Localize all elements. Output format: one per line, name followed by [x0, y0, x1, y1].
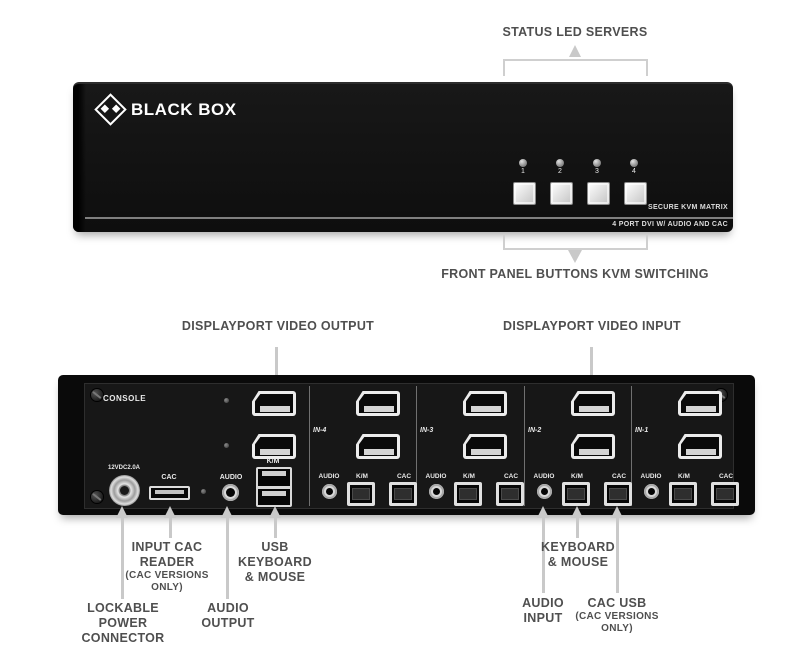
callout-input-cac-reader [107, 540, 227, 594]
callout-line: & MOUSE [547, 555, 609, 569]
bracket-status-leds [503, 59, 648, 76]
front-panel-device [73, 82, 733, 232]
blackbox-diamond-icon [94, 93, 127, 126]
km-label: K/M [678, 473, 690, 480]
callout-line: OUTPUT [201, 616, 255, 630]
channel-button-4 [624, 182, 647, 205]
screw [91, 389, 103, 401]
screw [91, 491, 103, 503]
callout-note: (CAC VERSIONS [125, 570, 209, 581]
displayport-input-connector [463, 434, 507, 459]
audio-input-jack [537, 484, 552, 499]
pointer-down-front-buttons [568, 250, 582, 263]
audio-input-jack [322, 484, 337, 499]
rear-panel-device [58, 375, 755, 515]
callout-note: ONLY) [601, 623, 633, 634]
blackbox-logo [99, 98, 237, 121]
console-cac-label: CAC [161, 474, 177, 481]
callout-line: AUDIO [207, 601, 249, 615]
callout-cac-usb [567, 596, 667, 635]
km-usb-b-port [562, 482, 590, 506]
callout-line: AUDIO [522, 596, 564, 610]
input-label: IN-3 [420, 427, 434, 434]
input-section-3 [417, 384, 523, 508]
cac-label: CAC [396, 473, 412, 480]
cac-label: CAC [503, 473, 519, 480]
channel-number-2: 2 [558, 168, 562, 175]
audio-label: AUDIO [640, 473, 662, 480]
callout-line: LOCKABLE [87, 601, 159, 615]
callout-audio-output [168, 601, 288, 631]
front-separator-line [85, 217, 733, 219]
cac-label: CAC [611, 473, 627, 480]
badge-secure-kvm-matrix: SECURE KVM MATRIX [647, 204, 728, 211]
channel-number-1: 1 [521, 168, 525, 175]
status-led-2 [556, 159, 564, 167]
power-label: 12VDC2.0A [107, 465, 140, 471]
vent-hole [224, 443, 229, 448]
channel-button-1 [513, 182, 536, 205]
callout-keyboard-mouse [528, 540, 628, 570]
channel-number-3: 3 [595, 168, 599, 175]
usb-a-port [258, 469, 290, 486]
callout-dp-video-input: DISPLAYPORT VIDEO INPUT [503, 319, 681, 333]
callout-line: POWER [98, 616, 148, 630]
cac-usb-b-port [711, 482, 739, 506]
callout-dp-video-output: DISPLAYPORT VIDEO OUTPUT [181, 319, 375, 333]
km-usb-b-port [454, 482, 482, 506]
audio-label: AUDIO [425, 473, 447, 480]
callout-line: USB [261, 540, 289, 554]
callout-line: & MOUSE [244, 570, 306, 584]
audio-label: AUDIO [318, 473, 340, 480]
callout-note: (CAC VERSIONS [575, 611, 659, 622]
displayport-input-connector [356, 391, 400, 416]
vent-hole [224, 398, 229, 403]
cac-label: CAC [718, 473, 734, 480]
channel-button-2 [550, 182, 573, 205]
callout-status-led-servers: STATUS LED SERVERS [502, 25, 648, 39]
brand-name: BLACK BOX [131, 99, 237, 119]
arrow-shaft-input-cac [169, 517, 172, 538]
badge-port-description: 4 PORT DVI W/ AUDIO AND CAC [612, 221, 728, 228]
km-label: K/M [356, 473, 368, 480]
cac-usb-b-port [496, 482, 524, 506]
displayport-input-connector [571, 391, 615, 416]
input-label: IN-2 [528, 427, 542, 434]
callout-line: READER [139, 555, 195, 569]
pointer-up-status-leds [569, 45, 581, 57]
callout-note: ONLY) [151, 582, 183, 593]
displayport-input-connector [356, 434, 400, 459]
input-label: IN-1 [635, 427, 649, 434]
front-left-bevel [73, 84, 86, 232]
callout-line: KEYBOARD [238, 555, 312, 569]
audio-input-jack [644, 484, 659, 499]
rear-panel-face [84, 383, 734, 509]
displayport-input-connector [678, 434, 722, 459]
km-usb-b-port [347, 482, 375, 506]
input-section-4 [310, 384, 416, 508]
displayport-input-connector [678, 391, 722, 416]
displayport-input-connector [463, 391, 507, 416]
callout-line: CONNECTOR [81, 631, 165, 645]
bracket-front-buttons [503, 234, 648, 250]
callout-line: INPUT CAC [131, 540, 203, 554]
km-label: K/M [463, 473, 475, 480]
callout-line: INPUT [523, 611, 563, 625]
arrow-shaft-usb-km [274, 517, 277, 538]
status-led-3 [593, 159, 601, 167]
callout-usb-keyboard-mouse [215, 540, 335, 585]
console-label: CONSOLE [103, 394, 147, 403]
km-usb-b-port [669, 482, 697, 506]
input-section-2 [525, 384, 631, 508]
console-audio-label: AUDIO [219, 474, 243, 481]
displayport-output-connector-2 [252, 434, 296, 459]
usb-a-port [258, 489, 290, 506]
displayport-output-connector-1 [252, 391, 296, 416]
console-km-label: K/M [266, 458, 280, 465]
power-connector [109, 475, 140, 506]
km-label: K/M [571, 473, 583, 480]
audio-input-jack [429, 484, 444, 499]
callout-front-panel-buttons: FRONT PANEL BUTTONS KVM SWITCHING [441, 267, 709, 281]
input-section-1 [632, 384, 738, 508]
channel-number-4: 4 [632, 168, 636, 175]
audio-output-jack [222, 484, 239, 501]
arrow-shaft-keyboard-mouse [576, 517, 579, 538]
cac-usb-b-port [389, 482, 417, 506]
displayport-input-connector [571, 434, 615, 459]
input-label: IN-4 [313, 427, 327, 434]
channel-button-3 [587, 182, 610, 205]
callout-line: CAC USB [587, 596, 647, 610]
status-led-4 [630, 159, 638, 167]
reset-hole [201, 489, 206, 494]
keyboard-mouse-usb-ports [256, 467, 292, 507]
cac-usb-b-port [604, 482, 632, 506]
audio-label: AUDIO [533, 473, 555, 480]
status-led-1 [519, 159, 527, 167]
callout-line: KEYBOARD [541, 540, 615, 554]
cac-usb-a-port [149, 486, 190, 500]
